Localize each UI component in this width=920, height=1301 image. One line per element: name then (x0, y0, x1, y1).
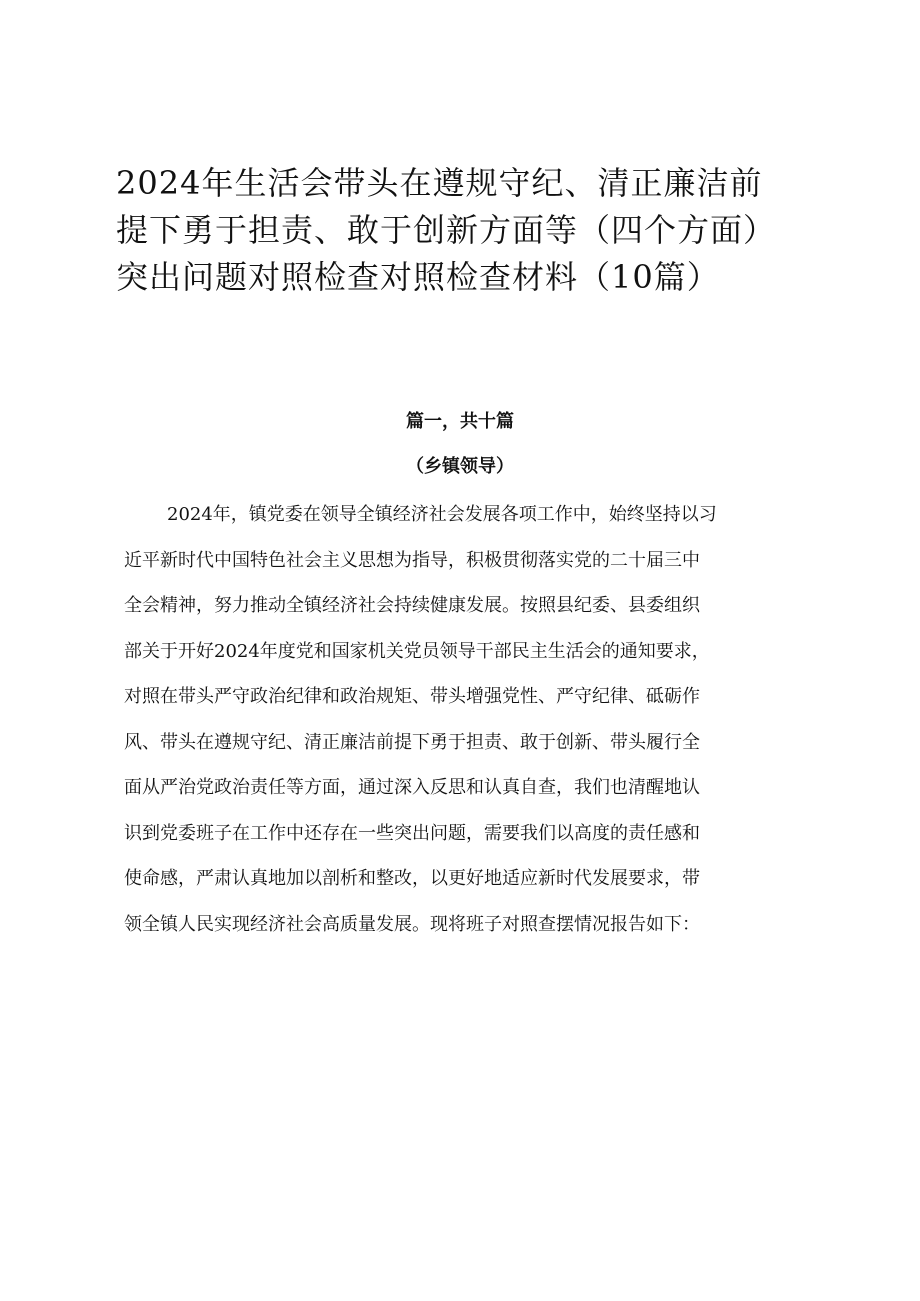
title-line-2: 提下勇于担责、敢于创新方面等（四个方面） (116, 211, 777, 249)
paragraph-line-8: 识到党委班子在工作中还存在一些突出问题，需要我们以高度的责任感和 (124, 822, 700, 844)
paragraph-line-4: 部关于开好2024年度党和国家机关党员领导干部民主生活会的通知要求， (124, 640, 710, 662)
document-title (116, 160, 816, 301)
paragraph-line-9: 使命感，严肃认真地加以剖析和整改，以更好地适应新时代发展要求，带 (124, 868, 700, 889)
paragraph-line-6: 风、带头在遵规守纪、清正廉洁前提下勇于担责、敢于创新、带头履行全 (124, 731, 700, 753)
chapter-heading: 篇一，共十篇 (406, 411, 514, 432)
title-line-3: 突出问题对照检查对照检查材料（10篇） (116, 258, 720, 296)
paragraph-line-10: 领全镇人民实现经济社会高质量发展。现将班子对照查摆情况报告如下： (124, 913, 700, 935)
paragraph-line-5: 对照在带头严守政治纪律和政治规矩、带头增强党性、严守纪律、砥砺作 (124, 686, 700, 707)
paragraph-line-1: 2024年，镇党委在领导全镇经济社会发展各项工作中，始终坚持以习 (167, 504, 717, 525)
body-paragraph (124, 492, 814, 947)
title-line-1: 2024年生活会带头在遵规守纪、清正廉洁前 (116, 164, 763, 202)
chapter-subheading: （乡镇领导） (406, 456, 514, 477)
paragraph-line-2: 近平新时代中国特色社会主义思想为指导，积极贯彻落实党的二十届三中 (124, 549, 700, 571)
paragraph-line-3: 全会精神，努力推动全镇经济社会持续健康发展。按照县纪委、县委组织 (124, 595, 700, 616)
paragraph-line-7: 面从严治党政治责任等方面，通过深入反思和认真自查，我们也清醒地认 (124, 777, 700, 798)
